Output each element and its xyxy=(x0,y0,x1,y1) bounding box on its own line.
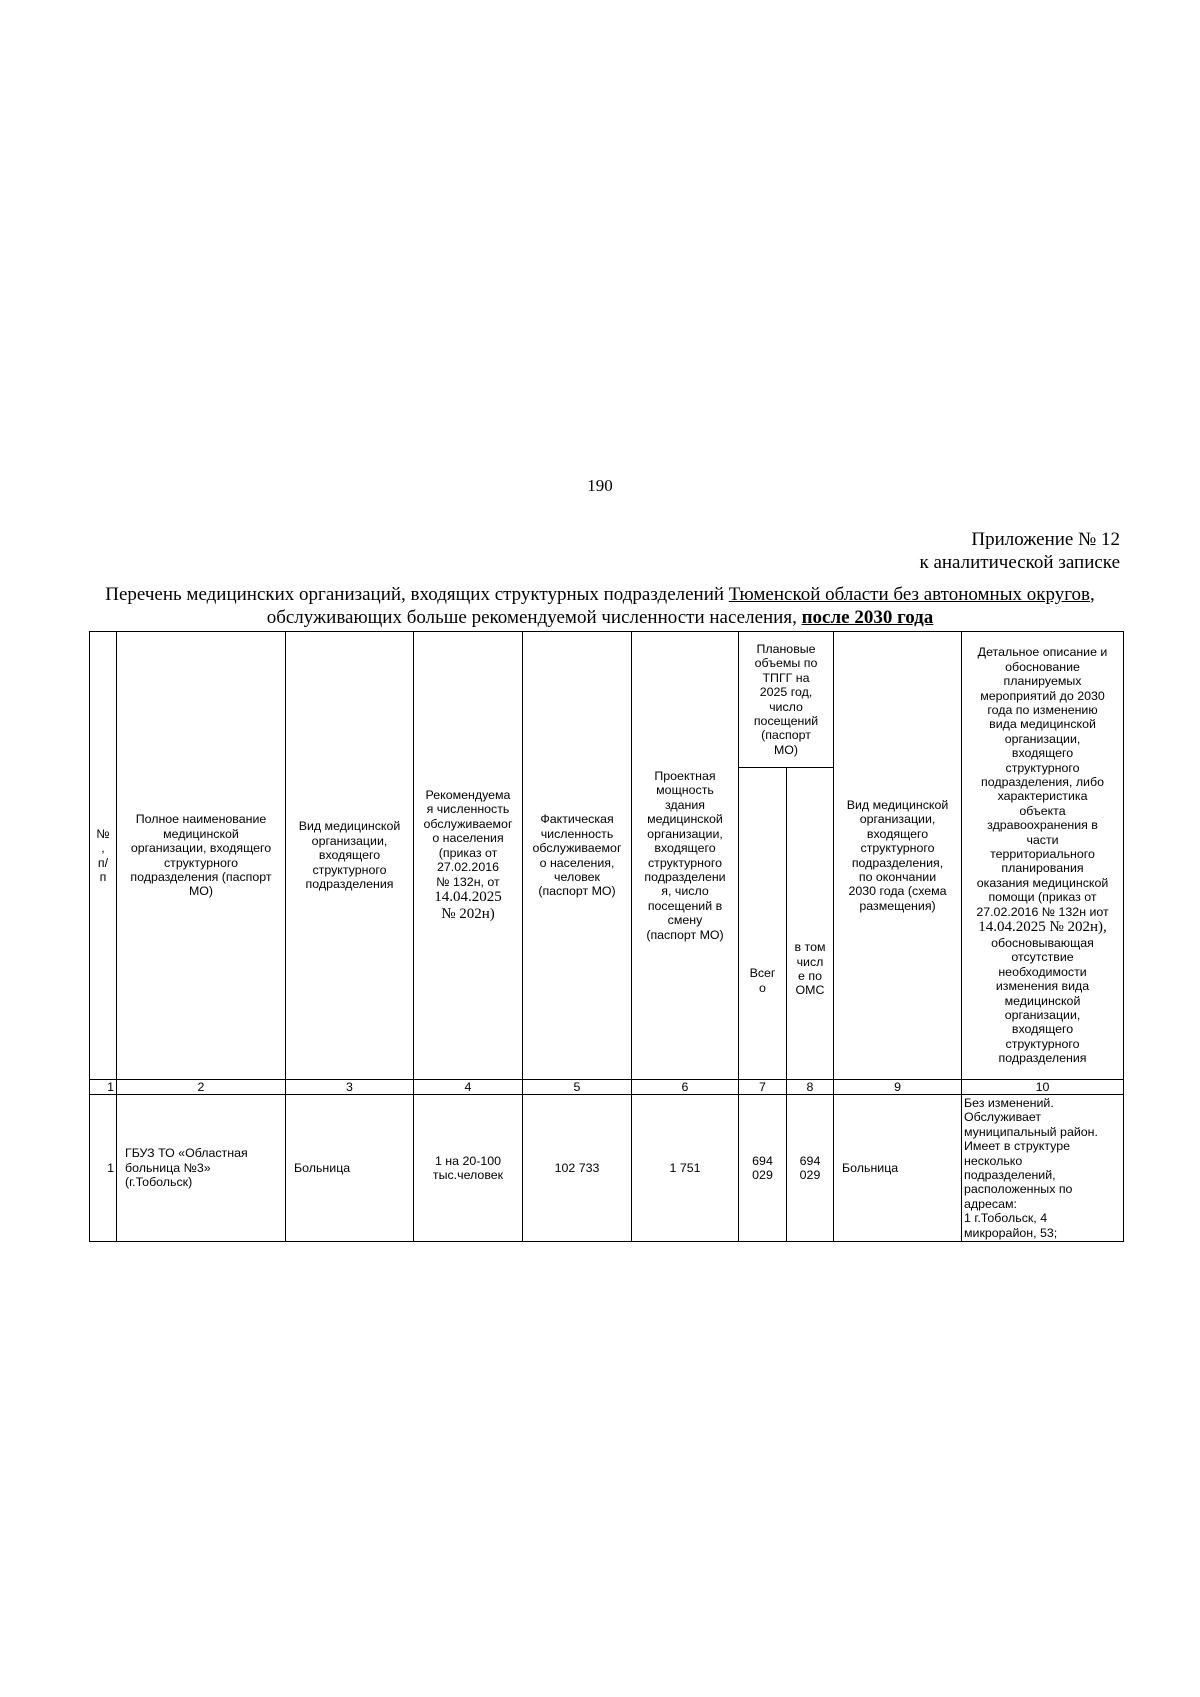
header-recommended-population xyxy=(414,632,523,1080)
header-recommended-order: 14.04.2025 № 202н) xyxy=(434,888,502,922)
design-capacity: 1 751 xyxy=(632,1095,739,1242)
header-recommended-text: Рекомендуема я численность обслуживаемог о населения (приказ от 27.02.2016 № 132н, от xyxy=(423,788,513,889)
column-number: 5 xyxy=(523,1080,632,1095)
appendix-subtitle: к аналитической записке xyxy=(919,552,1120,573)
column-numbers-row xyxy=(90,1080,1124,1095)
title-part-1: Перечень медицинских организаций, входящих структурных подразделений xyxy=(105,584,729,605)
page-number: 190 xyxy=(587,476,613,495)
header-full-name: Полное наименование медицинской организации, входящего структурного подразделения (паспорт МО) xyxy=(117,632,286,1080)
organizations-table xyxy=(89,631,1124,1242)
header-description-order: 14.04.2025 № 202н), xyxy=(978,919,1107,936)
header-number: № , п/ п xyxy=(90,632,117,1080)
recommended-population: 1 на 20-100 тыс.человек xyxy=(414,1095,523,1242)
column-number: 1 xyxy=(90,1080,117,1095)
header-description-text: Детальное описание и обоснование планируемых мероприятий до 2030 года по изменению вида медицинской организации, входящего структурного подразделения, либо характеристика объекта здравоохранения в части территориального планирования оказания медицинской помощи (приказ от 27.02.2016 № 132н иот xyxy=(976,645,1109,919)
header-org-type: Вид медицинской организации, входящего структурного подразделения xyxy=(286,632,414,1080)
header-description xyxy=(962,632,1124,1080)
header-total: Всег о xyxy=(739,768,787,1080)
org-type-after-2030: Больница xyxy=(834,1095,962,1242)
planned-oms: 694 029 xyxy=(787,1095,834,1242)
org-type: Больница xyxy=(286,1095,414,1242)
description: Без изменений. Обслуживает муниципальный район. Имеет в структуре несколько подразделений, расположенных по адресам: 1 г.Тобольск, 4 микрорайон, 53; xyxy=(962,1095,1124,1242)
column-number: 2 xyxy=(117,1080,286,1095)
header-oms: в том числ е по ОМС xyxy=(787,768,834,1080)
column-number: 4 xyxy=(414,1080,523,1095)
appendix-label xyxy=(919,528,1120,574)
header-description-rest: обосновывающая отсутствие необходимости изменения вида медицинской организации, входящего структурного подразделения xyxy=(991,936,1094,1066)
column-number: 6 xyxy=(632,1080,739,1095)
header-actual-population: Фактическая численность обслуживаемог о населения, человек (паспорт МО) xyxy=(523,632,632,1080)
title-period: после 2030 года xyxy=(801,607,934,628)
header-org-type-after-2030: Вид медицинской организации, входящего структурного подразделения, по окончании 2030 года (схема размещения) xyxy=(834,632,962,1080)
column-number: 7 xyxy=(739,1080,787,1095)
org-name: ГБУЗ ТО «Областная больница №3» (г.Тобольск) xyxy=(117,1095,286,1242)
header-planned-volumes: Плановые объемы по ТПГГ на 2025 год, число посещений (паспорт МО) xyxy=(739,632,834,768)
table-row xyxy=(90,1095,1124,1242)
table-header-row xyxy=(90,632,1124,768)
header-design-capacity: Проектная мощность здания медицинской организации, входящего структурного подразделени я, число посещений в смену (паспорт МО) xyxy=(632,632,739,1080)
column-number: 3 xyxy=(286,1080,414,1095)
planned-total: 694 029 xyxy=(739,1095,787,1242)
column-number: 9 xyxy=(834,1080,962,1095)
column-number: 10 xyxy=(962,1080,1124,1095)
document-title xyxy=(90,583,1110,629)
row-number: 1 xyxy=(90,1095,117,1242)
appendix-number: Приложение № 12 xyxy=(971,529,1120,550)
title-region: Тюменской области без автономных округов xyxy=(728,584,1091,605)
column-number: 8 xyxy=(787,1080,834,1095)
title-part-3: , обслуживающих больше рекомендуемой численности населения, xyxy=(266,584,1095,628)
actual-population: 102 733 xyxy=(523,1095,632,1242)
